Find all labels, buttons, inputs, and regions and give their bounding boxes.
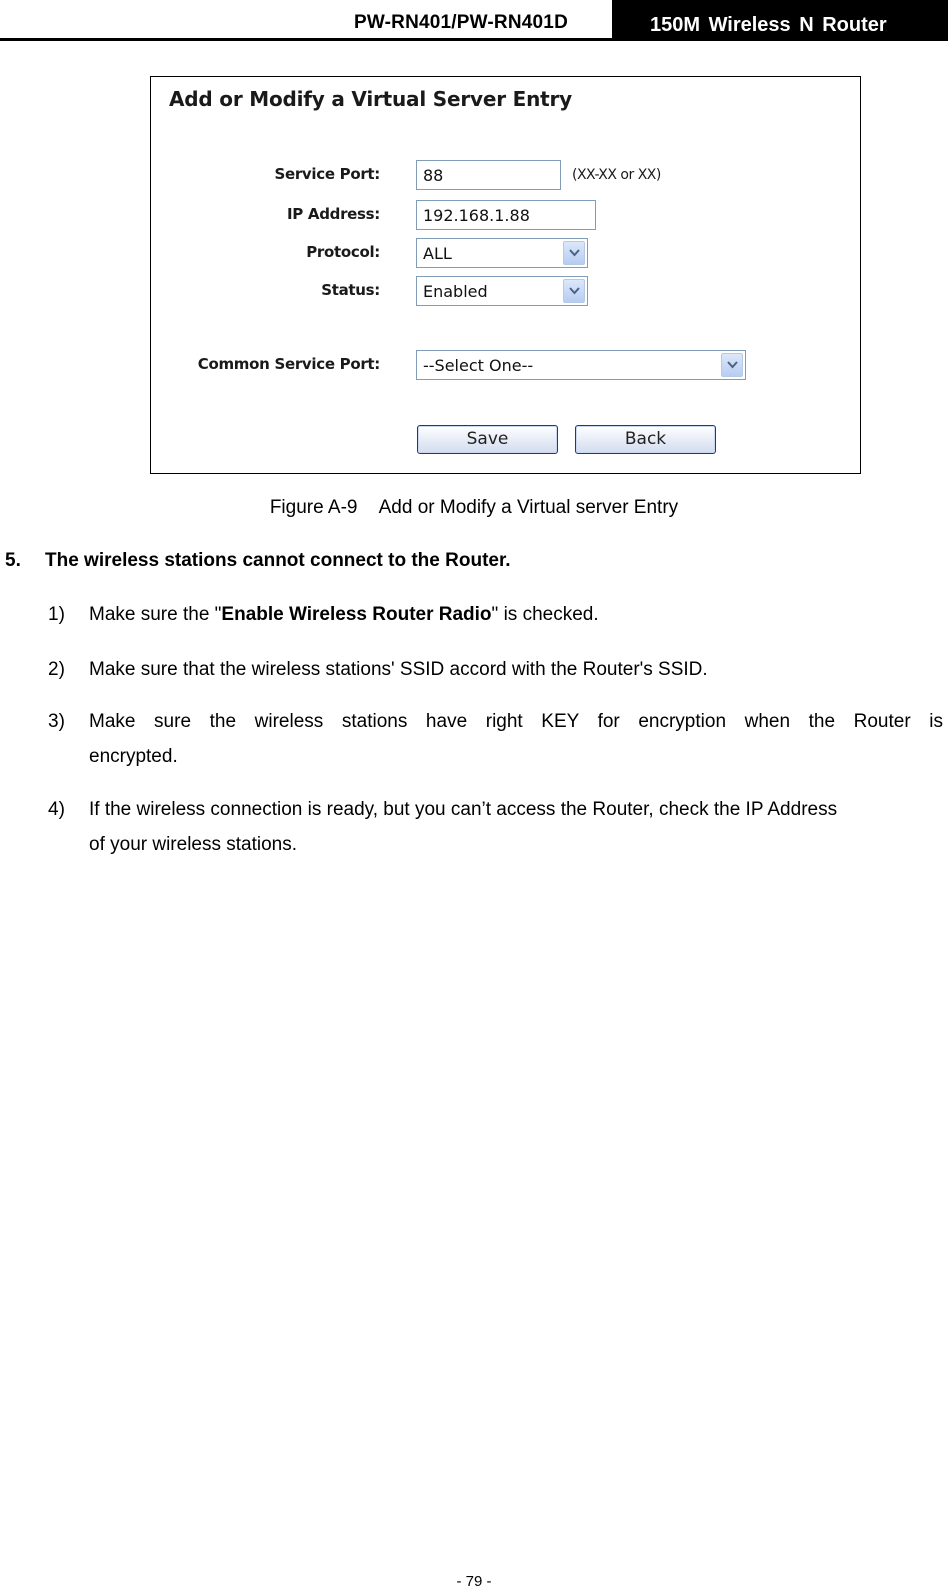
status-label: Status: bbox=[321, 281, 380, 299]
protocol-select[interactable] bbox=[416, 238, 588, 268]
page-number: - 79 - bbox=[456, 1573, 492, 1590]
header-rule bbox=[0, 38, 948, 41]
list-item-number: 1) bbox=[48, 604, 65, 625]
list-item-text: " is checked. bbox=[491, 604, 599, 625]
service-port-hint: (XX-XX or XX) bbox=[572, 167, 661, 183]
figure-text: Add or Modify a Virtual server Entry bbox=[378, 497, 679, 518]
chevron-down-icon[interactable] bbox=[721, 353, 743, 377]
list-item-number: 2) bbox=[48, 659, 65, 680]
list-item-number: 3) bbox=[48, 711, 65, 732]
service-port-label: Service Port: bbox=[274, 165, 380, 183]
list-item bbox=[48, 792, 943, 862]
list-item-bold: Enable Wireless Router Radio bbox=[221, 604, 492, 625]
common-service-port-select[interactable] bbox=[416, 350, 746, 380]
header-product: 150M Wireless N Router bbox=[612, 0, 948, 41]
ip-address-label: IP Address: bbox=[286, 205, 380, 223]
chevron-down-icon[interactable] bbox=[563, 279, 585, 303]
chevron-down-icon[interactable] bbox=[563, 241, 585, 265]
list-item-text: Make sure the " bbox=[89, 604, 222, 625]
save-button[interactable]: Save bbox=[417, 425, 558, 454]
status-value: Enabled bbox=[423, 282, 488, 301]
figure-number: Figure A-9 bbox=[269, 497, 358, 518]
list-item-text: Make sure the wireless stations have right KEY for encryption when the Router is bbox=[89, 711, 943, 732]
page-header bbox=[0, 0, 948, 42]
form-title: Add or Modify a Virtual Server Entry bbox=[169, 87, 572, 111]
protocol-label: Protocol: bbox=[306, 243, 380, 261]
list-item bbox=[48, 704, 943, 774]
status-select[interactable] bbox=[416, 276, 588, 306]
list-item-number: 4) bbox=[48, 799, 65, 820]
common-service-port-value: --Select One-- bbox=[423, 356, 534, 375]
section-title: The wireless stations cannot connect to the Router. bbox=[45, 550, 511, 571]
list-item-text: If the wireless connection is ready, but you can’t access the Router, check the IP Address bbox=[89, 799, 838, 820]
ip-address-input[interactable]: 192.168.1.88 bbox=[416, 200, 596, 230]
back-button[interactable]: Back bbox=[575, 425, 716, 454]
protocol-value: ALL bbox=[423, 244, 452, 263]
common-service-port-label: Common Service Port: bbox=[197, 355, 380, 373]
service-port-input[interactable]: 88 bbox=[416, 160, 561, 190]
list-item-text: encrypted. bbox=[89, 746, 178, 767]
list-item bbox=[48, 652, 943, 687]
figure-caption bbox=[0, 497, 948, 519]
list-item-text: of your wireless stations. bbox=[89, 834, 298, 855]
list-item bbox=[48, 597, 943, 632]
header-model: PW-RN401/PW-RN401D bbox=[354, 12, 568, 33]
section-number: 5. bbox=[5, 550, 21, 571]
list-item-text: Make sure that the wireless stations' SSID accord with the Router's SSID. bbox=[89, 659, 708, 680]
virtual-server-form-figure bbox=[150, 76, 861, 474]
section-heading bbox=[5, 550, 511, 572]
